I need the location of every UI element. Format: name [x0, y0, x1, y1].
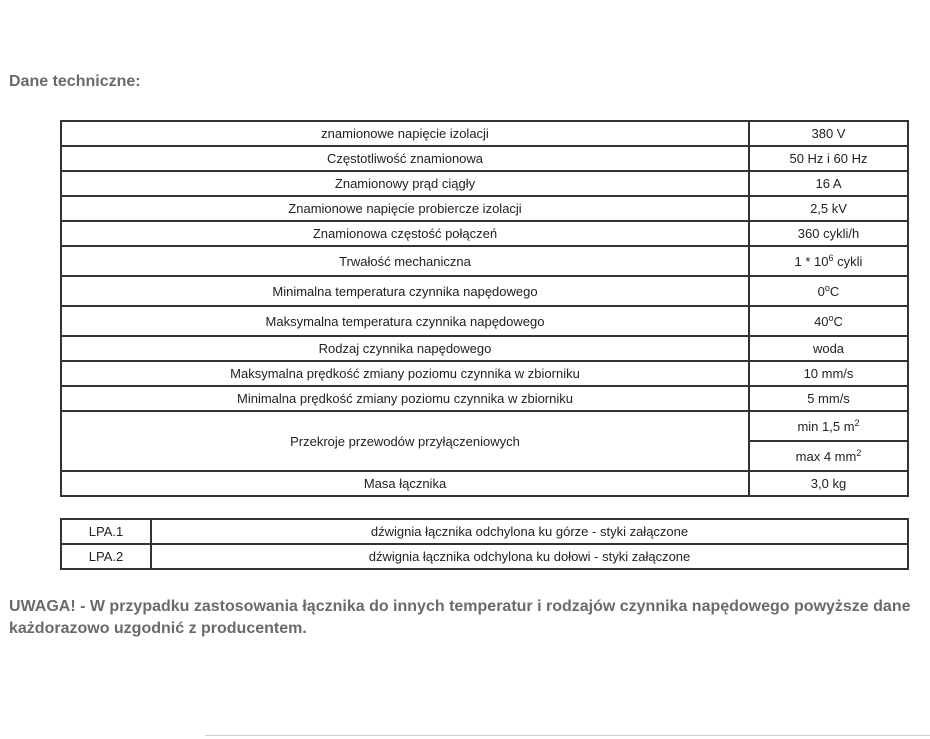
- param-value: max 4 $mm^2$: [749, 441, 908, 471]
- param-value: 10 mm/s: [749, 361, 908, 386]
- param-name: Trwałość mechaniczna: [61, 246, 749, 276]
- table-row: [61, 471, 908, 496]
- divider: [205, 735, 930, 736]
- param-value: 3,0 kg: [749, 471, 908, 496]
- table-row: [61, 196, 908, 221]
- table-row: [61, 246, 908, 276]
- param-name: Przekroje przewodów przyłączeniowych: [61, 411, 749, 471]
- param-value: 360 cykli/h: [749, 221, 908, 246]
- table-row: [61, 336, 908, 361]
- lpa-table: [60, 518, 909, 570]
- param-value: woda: [749, 336, 908, 361]
- table-row: [61, 276, 908, 306]
- param-value: 50 Hz i 60 Hz: [749, 146, 908, 171]
- param-name: Minimalna temperatura czynnika napędowego: [61, 276, 749, 306]
- param-value: 380 V: [749, 121, 908, 146]
- table-row: [61, 146, 908, 171]
- table-row: [61, 221, 908, 246]
- section-heading: Dane techniczne:: [9, 73, 141, 90]
- param-name: Znamionowy prąd ciągły: [61, 171, 749, 196]
- param-value: 40$^o$C: [749, 306, 908, 336]
- table-row: [61, 519, 908, 544]
- table-row: [61, 411, 908, 441]
- param-name: Masa łącznika: [61, 471, 749, 496]
- technical-data-table: [60, 120, 909, 497]
- param-value: 5 mm/s: [749, 386, 908, 411]
- table-row: [61, 361, 908, 386]
- table-row: [61, 544, 908, 569]
- param-name: Minimalna prędkość zmiany poziomu czynnika w zbiorniku: [61, 386, 749, 411]
- param-value: 16 A: [749, 171, 908, 196]
- param-name: Znamionowa częstość połączeń: [61, 221, 749, 246]
- lpa-code: LPA.2: [61, 544, 151, 569]
- table-row: [61, 386, 908, 411]
- param-name: Częstotliwość znamionowa: [61, 146, 749, 171]
- table-row: [61, 306, 908, 336]
- param-value: min 1,5 $m^2$: [749, 411, 908, 441]
- param-name: Maksymalna temperatura czynnika napędowego: [61, 306, 749, 336]
- param-name: Rodzaj czynnika napędowego: [61, 336, 749, 361]
- table-row: [61, 171, 908, 196]
- param-name: znamionowe napięcie izolacji: [61, 121, 749, 146]
- param-name: Znamionowe napięcie probiercze izolacji: [61, 196, 749, 221]
- lpa-description: dźwignia łącznika odchylona ku górze - styki załączone: [151, 519, 908, 544]
- param-value: $1 * 10^6$ cykli: [749, 246, 908, 276]
- param-value: 0$^o$C: [749, 276, 908, 306]
- warning-note: UWAGA! - W przypadku zastosowania łącznika do innych temperatur i rodzajów czynnika napędowego powyższe dane każdorazowo uzgodnić z producentem.: [9, 598, 911, 637]
- param-name: Maksymalna prędkość zmiany poziomu czynnika w zbiorniku: [61, 361, 749, 386]
- lpa-code: LPA.1: [61, 519, 151, 544]
- lpa-description: dźwignia łącznika odchylona ku dołowi - styki załączone: [151, 544, 908, 569]
- table-row: [61, 121, 908, 146]
- param-value: 2,5 kV: [749, 196, 908, 221]
